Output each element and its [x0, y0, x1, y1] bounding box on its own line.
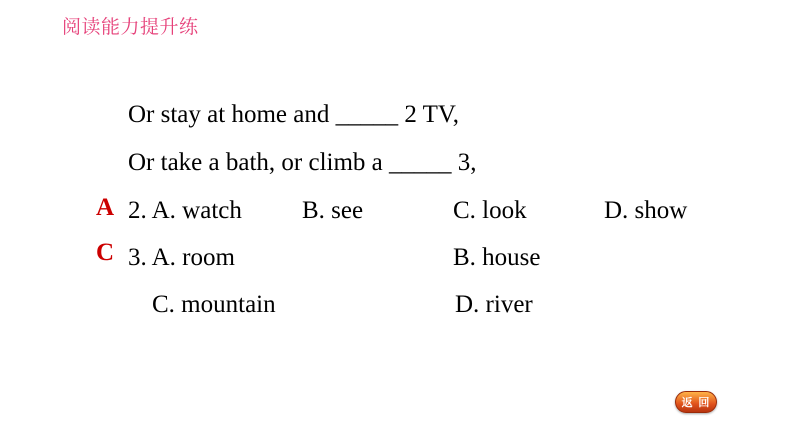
q2-option-d: D. show [604, 197, 688, 224]
passage-line-2: Or take a bath, or climb a _____ 3, [128, 149, 477, 176]
q3-option-d: D. river [455, 291, 533, 318]
q3-option-a: 3. A. room [128, 244, 235, 271]
q3-option-c: C. mountain [152, 291, 276, 318]
return-button[interactable]: 返 回 [675, 391, 717, 413]
q3-option-b: B. house [453, 244, 541, 271]
section-title: 阅读能力提升练 [62, 16, 199, 38]
q2-option-a: 2. A. watch [128, 197, 242, 224]
answer-q2: A [96, 194, 115, 221]
answer-q3: C [96, 239, 115, 266]
q2-option-b: B. see [302, 197, 364, 224]
q2-option-c: C. look [453, 197, 527, 224]
passage-line-1: Or stay at home and _____ 2 TV, [128, 101, 459, 128]
